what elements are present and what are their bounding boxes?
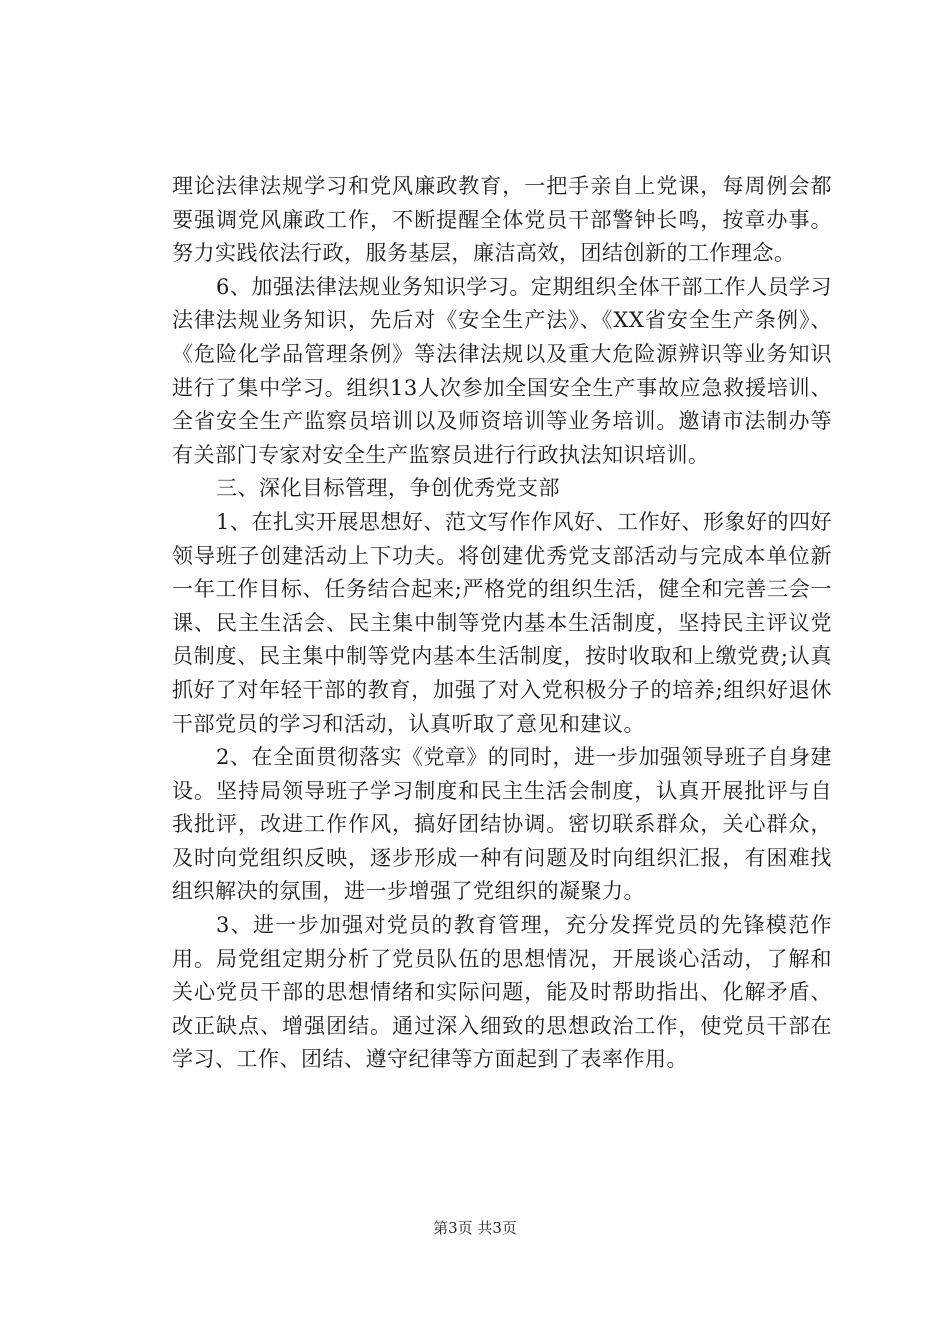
paragraph-continuation: 理论法律法规学习和党风廉政教育，一把手亲自上党课，每周例会都要强调党风廉政工作，不断提醒全体党员干部警钟长鸣，按章办事。努力实践依法行政，服务基层，廉洁高效，团结创新的工作理念。 — [172, 174, 832, 266]
page-footer: 第3页 共3页 — [433, 1219, 517, 1237]
paragraph-item-6: 6、加强法律法规业务知识学习。定期组织全体干部工作人员学习法律法规业务知识，先后对《安全生产法》、《XX省安全生产条例》、《危险化学品管理条例》等法律法规以及重大危险源辨识等业务知识进行了集中学习。组织13人次参加全国安全生产事故应急救援培训、全省安全生产监察员培训以及师资培训等业务培训。邀请市法制办等有关部门专家对安全生产监察员进行行政执法知识培训。 — [172, 274, 832, 467]
paragraph-item-3: 3、进一步加强对党员的教育管理，充分发挥党员的先锋模范作用。局党组定期分析了党员队伍的思想情况，开展谈心活动，了解和关心党员干部的思想情绪和实际问题，能及时帮助指出、化解矛盾、改正缺点、增强团结。通过深入细致的思想政治工作，使党员干部在学习、工作、团结、遵守纪律等方面起到了表率作用。 — [172, 913, 832, 1072]
section-heading-3: 三、深化目标管理，争创优秀党支部 — [216, 476, 560, 501]
paragraph-item-1: 1、在扎实开展思想好、范文写作作风好、工作好、形象好的四好领导班子创建活动上下功夫。将创建优秀党支部活动与完成本单位新一年工作目标、任务结合起来;严格党的组织生活，健全和完善三会一课、民主生活会、民主集中制等党内基本生活制度，坚持民主评议党员制度、民主集中制等党内基本生活制度，按时收取和上缴党费;认真抓好了对年轻干部的教育，加强了对入党积极分子的培养;组织好退休干部党员的学习和活动，认真听取了意见和建议。 — [172, 509, 832, 736]
document-body — [172, 170, 832, 1077]
paragraph-item-2: 2、在全面贯彻落实《党章》的同时，进一步加强领导班子自身建设。坚持局领导班子学习制度和民主生活会制度，认真开展批评与自我批评，改进工作作风，搞好团结协调。密切联系群众，关心群众，及时向党组织反映，逐步形成一种有问题及时向组织汇报，有困难找组织解决的氛围，进一步增强了党组织的凝聚力。 — [172, 745, 832, 904]
